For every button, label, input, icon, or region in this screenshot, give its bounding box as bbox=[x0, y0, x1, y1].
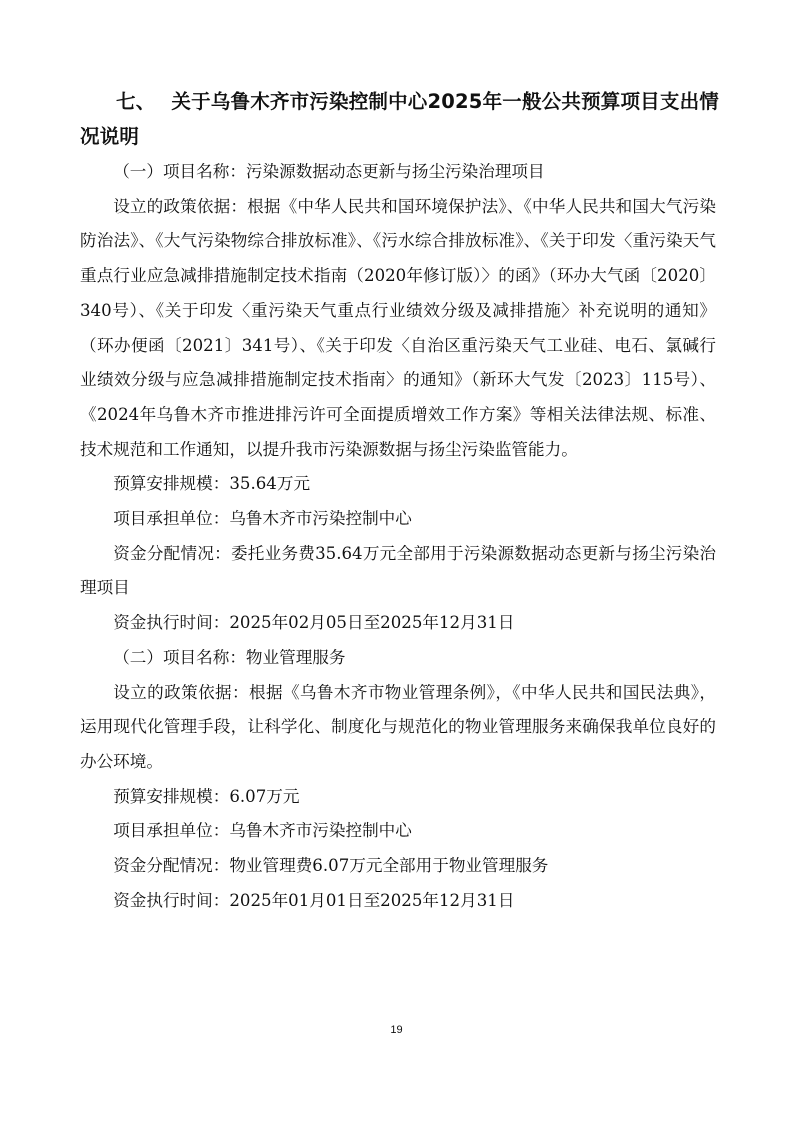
project-1-policy-basis: 设立的政策依据：根据《中华人民共和国环境保护法》、《中华人民共和国大气污染防治法》、《大气污染物综合排放标准》、《污水综合排放标准》、《关于印发〈重污染天气重点行业应急减排措施制定技术指南（2020年修订版）〉的函》（环办大气函〔2020〕340号）、《关于印发〈重污染天气重点行业绩效分级及减排措施〉补充说明的通知》（环办便函〔2021〕341号）、《关于印发〈自治区重污染天气工业硅、电石、氯碱行业绩效分级与应急减排措施制定技术指南〉的通知》（新环大气发〔2023〕115号）、《2024年乌鲁木齐市推进排污许可全面提质增效工作方案》等相关法律法规、标准、技术规范和工作通知，以提升我市污染源数据与扬尘污染监管能力。 bbox=[80, 196, 716, 459]
section-title: 关于乌鲁木齐市污染控制中心2025年一般公共预算项目支出情况说明 bbox=[80, 90, 719, 148]
document-body bbox=[80, 155, 716, 918]
project-2-budget-scale: 预算安排规模：6.07万元 bbox=[113, 786, 300, 806]
section-heading bbox=[80, 84, 720, 154]
project-2-heading: （二）项目名称：物业管理服务 bbox=[113, 647, 346, 667]
project-2-execution-time: 资金执行时间：2025年01月01日至2025年12月31日 bbox=[113, 890, 515, 910]
project-2-policy-basis: 设立的政策依据：根据《乌鲁木齐市物业管理条例》，《中华人民共和国民法典》，运用现代化管理手段，让科学化、制度化与规范化的物业管理服务来确保我单位良好的办公环境。 bbox=[80, 682, 716, 771]
page-number: 19 bbox=[390, 1024, 403, 1036]
project-1-budget-scale: 预算安排规模：35.64万元 bbox=[113, 474, 311, 494]
project-2-unit: 项目承担单位：乌鲁木齐市污染控制中心 bbox=[113, 821, 412, 841]
project-1-unit: 项目承担单位：乌鲁木齐市污染控制中心 bbox=[113, 509, 412, 529]
project-1-heading: （一）项目名称：污染源数据动态更新与扬尘污染治理项目 bbox=[113, 162, 545, 181]
project-1-execution-time: 资金执行时间：2025年02月05日至2025年12月31日 bbox=[113, 613, 515, 633]
project-1-allocation: 资金分配情况：委托业务费35.64万元全部用于污染源数据动态更新与扬尘污染治理项目 bbox=[80, 543, 716, 598]
project-2-allocation: 资金分配情况：物业管理费6.07万元全部用于物业管理服务 bbox=[113, 856, 549, 876]
section-number: 七、 bbox=[116, 90, 156, 113]
